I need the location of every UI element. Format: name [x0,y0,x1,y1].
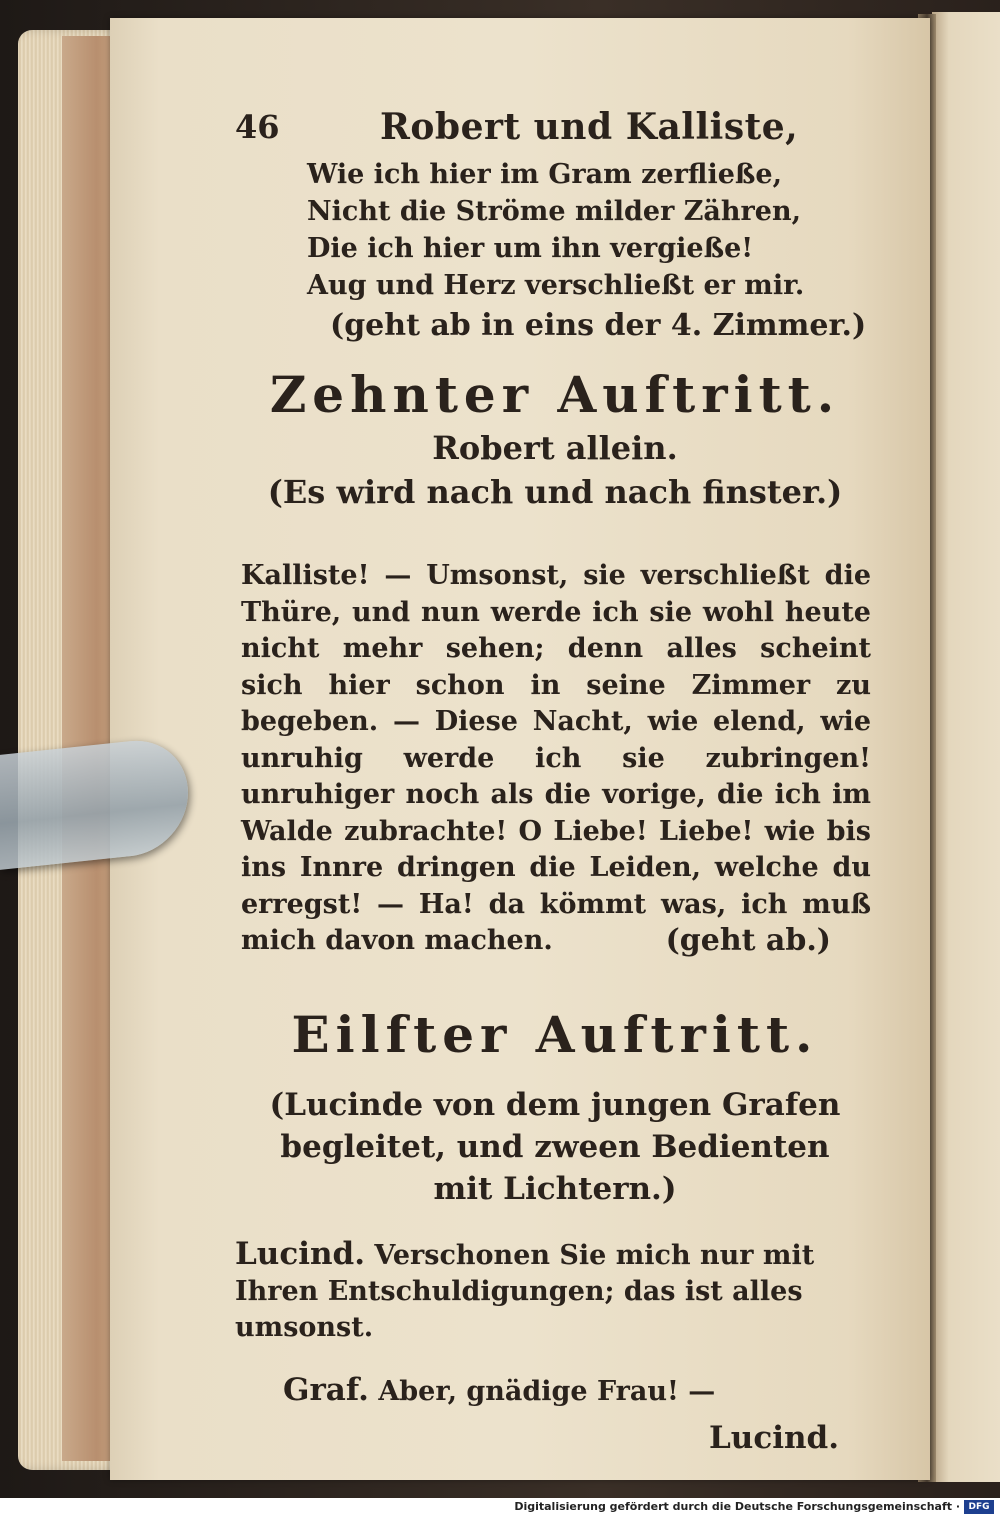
footer-bar [0,1498,1000,1517]
monologue-text: Kalliste! — Umsonst, sie verschließt die Thüre, und nun werde ich sie wohl heute nicht mehr sehen; denn alles scheint sich hier schon in seine Zimmer zu begeben. — Diese Nacht, wie elend, wie unruhig werde ich sie zubringen! unruhiger noch als die vorige, die ich im Walde zubrachte! O Liebe! Liebe! wie bis ins Innre dringen die Leiden, welche du erregst! — Ha! da kömmt was, ich muß mich davon machen. [241,560,871,956]
running-title: Robert und Kalliste, [380,106,799,148]
page-number: 46 [235,108,280,146]
facing-page [932,12,1000,1482]
scene-10-direction: (Es wird nach und nach finster.) [267,473,843,511]
stage-direction-exit: (geht ab in eins der 4. Zimmer.) [330,308,867,343]
stage-direction-exit: (geht ab.) [665,923,831,958]
dialogue-text: Verschonen Sie mich nur mit Ihren Entschuldigungen; das ist alles umsonst. [235,1239,815,1343]
verse-line: Die ich hier um ihn vergieße! [307,233,754,264]
catchword: Lucind. [709,1419,839,1456]
dialogue-text: Aber, gnädige Frau! — [378,1375,716,1407]
verse-line: Nicht die Ströme milder Zähren, [307,196,801,227]
scene-10-monologue [241,558,871,960]
scene-heading-11: Eilfter Auftritt. [291,1004,819,1064]
dialogue-line [235,1236,875,1346]
speaker-name: Lucind. [235,1235,365,1272]
dialogue-line [283,1372,875,1410]
speaker-name: Graf. [283,1371,369,1408]
scene-11-entrance: (Lucinde von dem jungen Grafen begleitet, und zween Bedienten mit Lichtern.) [269,1086,841,1207]
running-head [235,100,875,156]
dfg-logo: DFG [964,1500,994,1514]
verse-block [307,156,875,304]
scene-heading-10: Zehnter Auftritt. [269,365,841,424]
verse-line: Wie ich hier im Gram zerfließe, [307,159,782,190]
page-content [235,100,875,1456]
footer-credit: Digitalisierung gefördert durch die Deutsche Forschungsgemeinschaft · [514,1500,960,1513]
verse-line: Aug und Herz verschließt er mir. [307,270,805,301]
scene-10-characters: Robert allein. [432,429,678,467]
